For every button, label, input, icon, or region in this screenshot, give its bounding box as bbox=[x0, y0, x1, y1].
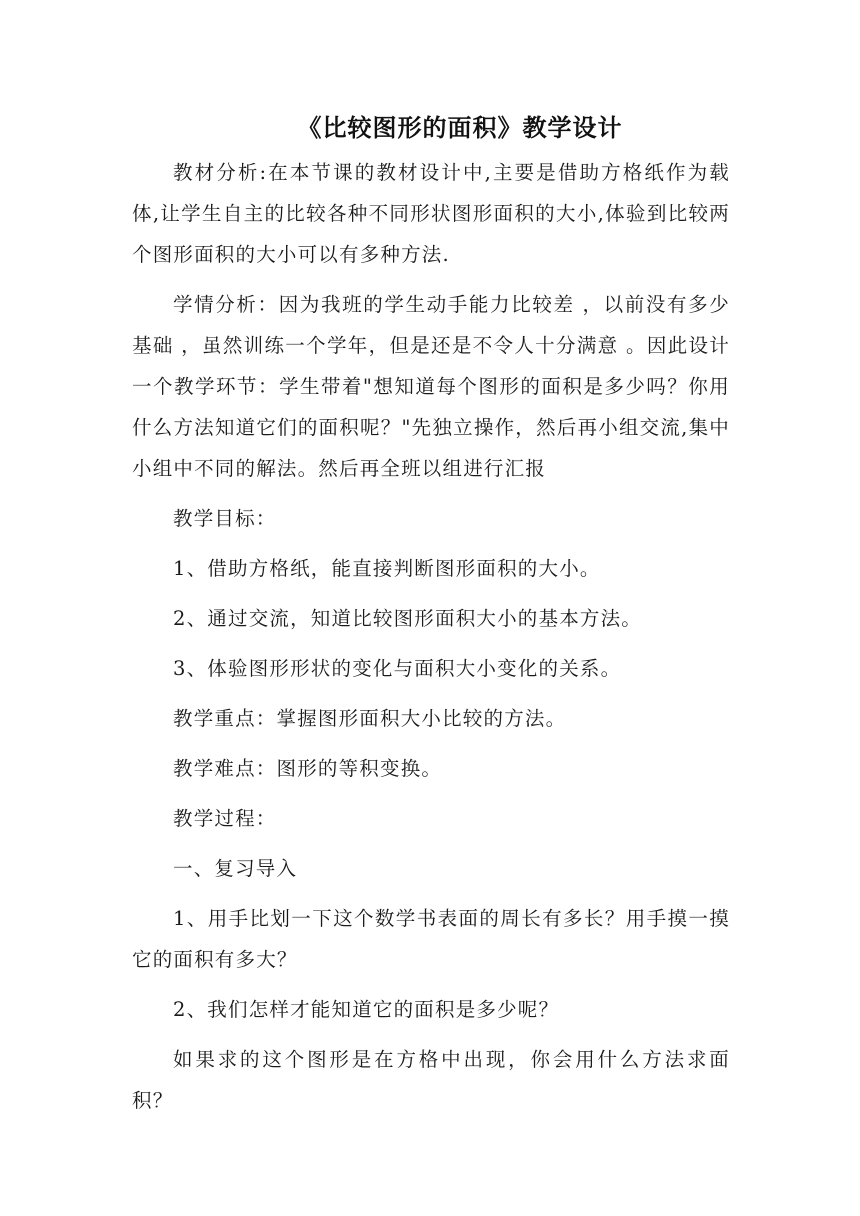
paragraph-goal-1: 1、借助方格纸，能直接判断图形面积的大小。 bbox=[173, 557, 601, 580]
paragraph-learner-analysis: 学情分析：因为我班的学生动手能力比较差 ，以前没有多少基础 ，虽然训练一个学年，但是还是不令人十分满意 。因此设计一个教学环节：学生带着"想知道每个图形的面积是多少吗？你用什么方法知道它们的面积呢？"先独立操作，然后再小组交流,集中小组中不同的解法。然后再全班以组进行汇报 bbox=[132, 293, 730, 480]
paragraph-teaching-goals-heading: 教学目标： bbox=[173, 507, 277, 530]
paragraph-goal-3: 3、体验图形形状的变化与面积大小变化的关系。 bbox=[173, 657, 622, 680]
paragraph-grid-question: 如果求的这个图形是在方格中出现，你会用什么方法求面积？ bbox=[132, 1048, 730, 1112]
paragraph-step-1: 1、用手比划一下这个数学书表面的周长有多长？用手摸一摸它的面积有多大？ bbox=[132, 907, 730, 971]
paragraph-section-review: 一、复习导入 bbox=[173, 857, 298, 880]
document-body bbox=[132, 152, 730, 1130]
paragraph-material-analysis: 教材分析:在本节课的教材设计中,主要是借助方格纸作为载体,让学生自主的比较各种不同形状图形面积的大小,体验到比较两个图形面积的大小可以有多种方法. bbox=[132, 161, 730, 266]
paragraph-difficult-point: 教学难点：图形的等积变换。 bbox=[173, 757, 443, 780]
paragraph-key-point: 教学重点：掌握图形面积大小比较的方法。 bbox=[173, 707, 567, 730]
paragraph-goal-2: 2、通过交流，知道比较图形面积大小的基本方法。 bbox=[173, 607, 643, 630]
document-title: 《比较图形的面积》教学设计 bbox=[297, 114, 623, 142]
paragraph-step-2: 2、我们怎样才能知道它的面积是多少呢？ bbox=[173, 998, 560, 1021]
paragraph-process-heading: 教学过程： bbox=[173, 807, 277, 830]
